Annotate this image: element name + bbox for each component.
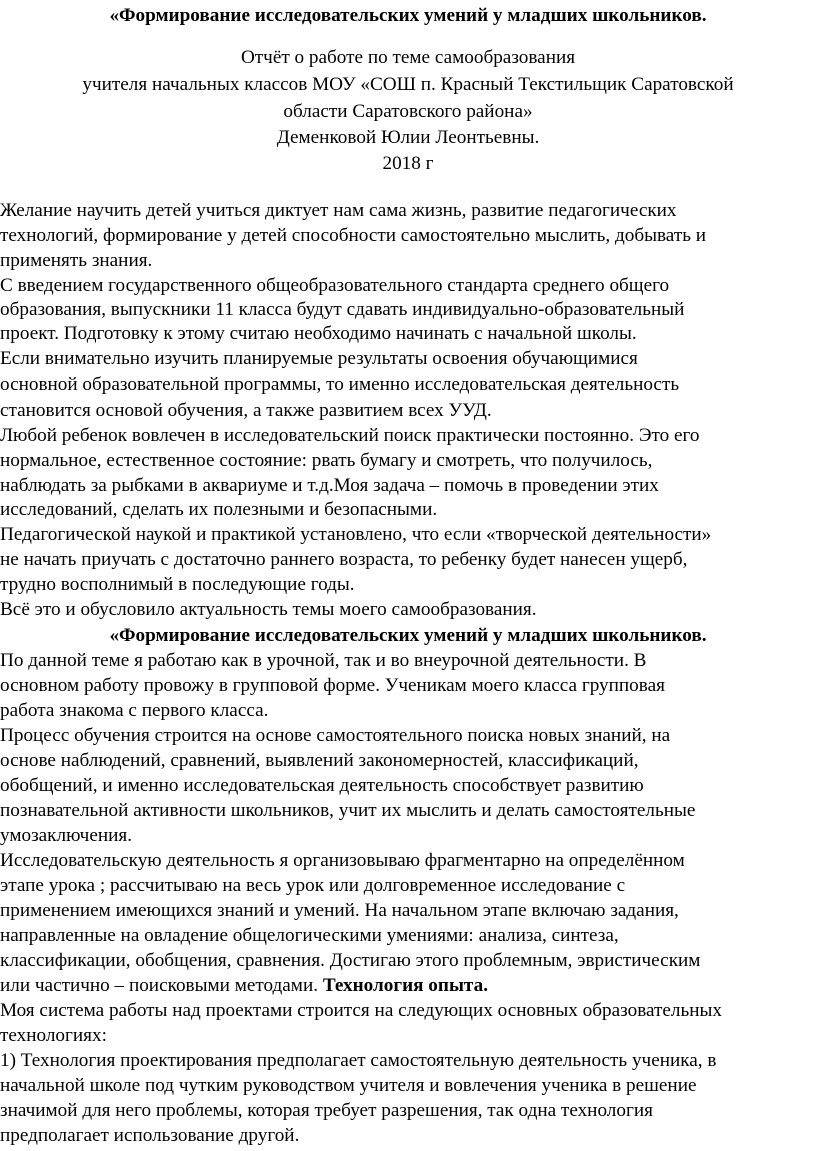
body-line: не начать приучать с достаточно раннего возраста, то ребенку будет нанесен ущерб, (0, 549, 688, 570)
methods-line (0, 976, 816, 995)
body-line: По данной теме я работаю как в урочной, так и во внеурочной деятельности. В (0, 650, 647, 671)
body-line: предполагает использование другой. (0, 1125, 300, 1146)
body-line: основном работу провожу в групповой форме. Ученикам моего класса групповая (0, 675, 665, 696)
body-line: применять знания. (0, 250, 153, 271)
body-line: Исследовательскую деятельность я организовываю фрагментарно на определённом (0, 850, 685, 871)
body-line: исследований, сделать их полезными и безопасными. (0, 499, 438, 520)
methods-line-bold: Технология опыта. (322, 975, 488, 996)
body-line: основной образовательной программы, то именно исследовательская деятельность (0, 374, 680, 395)
body-line: С введением государственного общеобразовательного стандарта среднего общего (0, 275, 670, 296)
body-line: познавательной активности школьников, учит их мыслить и делать самостоятельные (0, 800, 696, 821)
body-line: Процесс обучения строится на основе самостоятельного поиска новых знаний, на (0, 725, 671, 746)
body-line: Желание научить детей учиться диктует нам сама жизнь, развитие педагогических (0, 200, 677, 221)
body-line: основе наблюдений, сравнений, выявлений закономерностей, классификаций, (0, 750, 639, 771)
header-line-4: Деменковой Юлии Леонтьевны. (276, 127, 540, 148)
body-line: наблюдать за рыбками в аквариуме и т.д.Моя задача – помочь в проведении этих (0, 475, 659, 496)
header-line-2: учителя начальных классов МОУ «СОШ п. Красный Текстильщик Саратовской (82, 74, 734, 95)
header-line-1: Отчёт о работе по теме самообразования (240, 47, 576, 68)
body-line: проект. Подготовку к этому считаю необходимо начинать с начальной школы. (0, 323, 637, 344)
body-line: трудно восполнимый в последующие годы. (0, 574, 355, 595)
body-line: этапе урока ; рассчитываю на весь урок или долговременное исследование с (0, 875, 626, 896)
body-line: 1) Технология проектирования предполагает самостоятельную деятельность ученика, в (0, 1050, 717, 1071)
header-line-3: области Саратовского района» (283, 101, 533, 122)
body-line: становится основой обучения, а также развитием всех УУД. (0, 400, 492, 421)
body-line: работа знакома с первого класса. (0, 700, 269, 721)
document-title: «Формирование исследовательских умений у младших школьников. (109, 5, 707, 26)
body-line: Педагогической наукой и практикой установлено, что если «творческой деятельности» (0, 524, 712, 545)
body-line: нормальное, естественное состояние: рвать бумагу и смотреть, что получилось, (0, 450, 653, 471)
body-line: технологий, формирование у детей способности самостоятельно мыслить, добывать и (0, 225, 707, 246)
section-subtitle: «Формирование исследовательских умений у младших школьников. (109, 625, 707, 646)
body-line: Всё это и обусловило актуальность темы моего самообразования. (0, 599, 537, 620)
body-line: значимой для него проблемы, которая требует разрешения, так одна технология (0, 1100, 653, 1121)
body-line: Любой ребенок вовлечен в исследовательский поиск практически постоянно. Это его (0, 425, 700, 446)
body-line: направленные на овладение общелогическими умениями: анализа, синтеза, (0, 925, 619, 946)
body-line: применением имеющихся знаний и умений. На начальном этапе включаю задания, (0, 900, 679, 921)
body-line: Если внимательно изучить планируемые результаты освоения обучающимися (0, 348, 638, 369)
body-line: обобщений, и именно исследовательская деятельность способствует развитию (0, 775, 644, 796)
body-line: классификации, обобщения, сравнения. Достигаю этого проблемным, эвристическим (0, 950, 701, 971)
body-line: начальной школе под чутким руководством учителя и вовлечения ученика в решение (0, 1075, 697, 1096)
body-line: Моя система работы над проектами строится на следующих основных образовательных (0, 1000, 723, 1021)
header-year: 2018 г (382, 153, 434, 174)
body-line: технологиях: (0, 1025, 107, 1046)
body-line: образования, выпускники 11 класса будут сдавать индивидуально-образовательный (0, 299, 685, 320)
body-line: умозаключения. (0, 825, 132, 846)
methods-line-text: или частично – поисковыми методами. (0, 975, 323, 996)
